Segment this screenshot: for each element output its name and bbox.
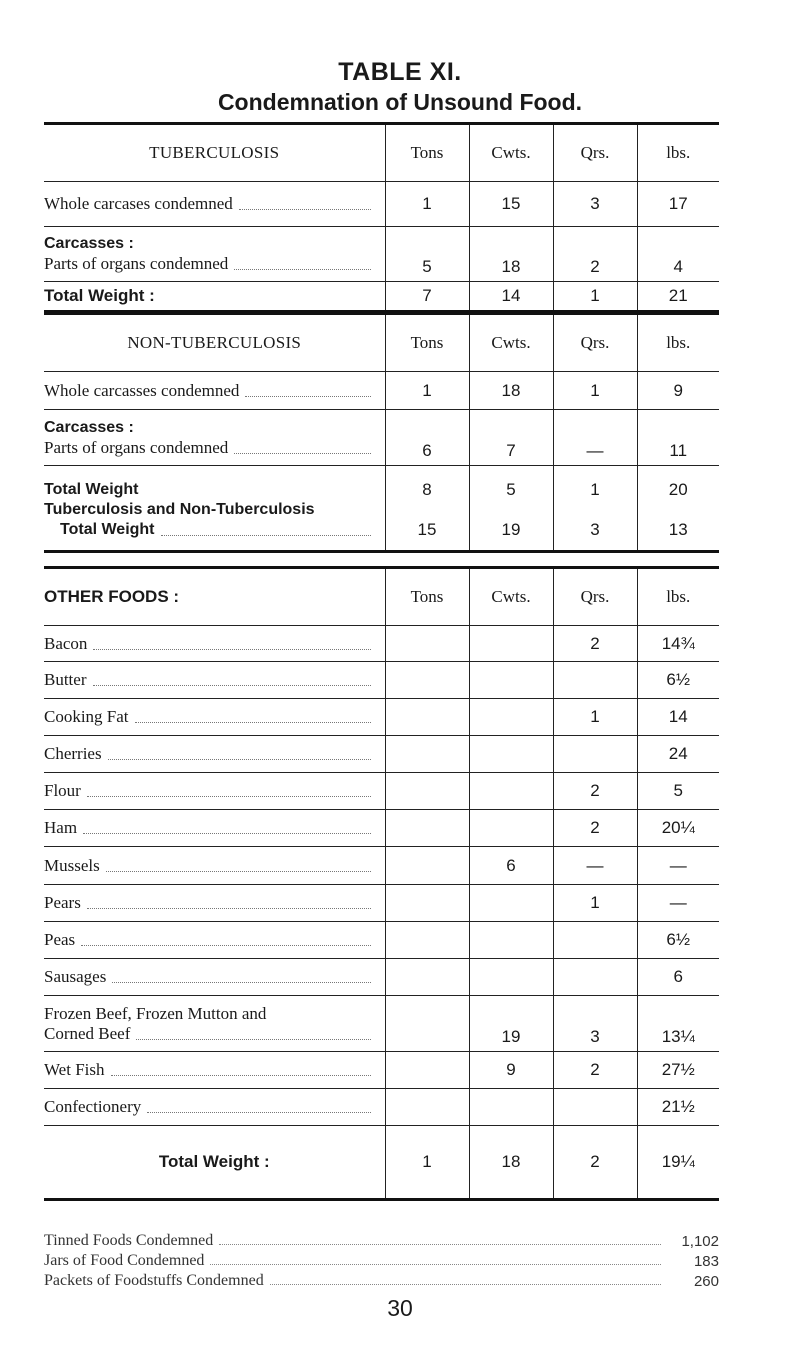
cell-lbs: 6½ bbox=[637, 922, 719, 959]
cell-cwts: 14 bbox=[469, 282, 553, 312]
row-label: Frozen Beef, Frozen Mutton and Corned Beef bbox=[44, 996, 385, 1052]
cell-cwts bbox=[469, 922, 553, 959]
cell-cwts bbox=[469, 773, 553, 810]
row-label: Butter bbox=[44, 662, 385, 699]
row-label: Cooking Fat bbox=[44, 699, 385, 736]
total-label: Total Weight bbox=[44, 481, 139, 498]
col-cwts: Cwts. bbox=[469, 314, 553, 372]
cell-lbs: 21 bbox=[637, 282, 719, 312]
cell-qrs: 1 bbox=[553, 372, 637, 410]
other-foods-table bbox=[44, 566, 719, 1201]
cell-cwts: 9 bbox=[469, 1052, 553, 1089]
table-row bbox=[44, 922, 719, 959]
col-tons: Tons bbox=[385, 568, 469, 626]
row-label: Confectionery bbox=[44, 1089, 385, 1126]
cell-tons bbox=[385, 699, 469, 736]
row-label: Cherries bbox=[44, 736, 385, 773]
row-label: Whole carcasses condemned bbox=[44, 372, 385, 410]
cell-cwts: 5 19 bbox=[469, 466, 553, 552]
row-label: Ham bbox=[44, 810, 385, 847]
cell-qrs: 1 3 bbox=[553, 466, 637, 552]
cell-cwts: 6 bbox=[469, 847, 553, 885]
row-label: Peas bbox=[44, 922, 385, 959]
cell-qrs: — bbox=[553, 847, 637, 885]
cell-lbs: 5 bbox=[637, 773, 719, 810]
cell-qrs: 1 bbox=[553, 282, 637, 312]
row-label: Bacon bbox=[44, 626, 385, 662]
cell-lbs: 14¾ bbox=[637, 626, 719, 662]
table-row bbox=[44, 736, 719, 773]
tuberculosis-heading: TUBERCULOSIS bbox=[44, 124, 385, 182]
summary-label: Packets of Foodstuffs Condemned bbox=[44, 1272, 264, 1289]
cell-lbs: 6½ bbox=[637, 662, 719, 699]
cell-qrs: 1 bbox=[553, 699, 637, 736]
cell-cwts bbox=[469, 662, 553, 699]
cell-qrs: 2 bbox=[553, 810, 637, 847]
cell-qrs bbox=[553, 959, 637, 996]
non-tuberculosis-table bbox=[44, 312, 719, 553]
row-label: Pears bbox=[44, 885, 385, 922]
cell-qrs: 1 bbox=[553, 885, 637, 922]
row-label: Sausages bbox=[44, 959, 385, 996]
table-title: TABLE XI. bbox=[338, 58, 462, 86]
cell-qrs: 2 bbox=[553, 227, 637, 282]
cell-tons: 1 bbox=[385, 182, 469, 227]
grand-total-label: Tuberculosis and Non-Tuberculosis bbox=[44, 501, 315, 518]
cell-cwts bbox=[469, 1089, 553, 1126]
cell-lbs: 11 bbox=[637, 410, 719, 466]
carcasses-label: Carcasses : bbox=[44, 235, 134, 252]
cell-lbs: 21½ bbox=[637, 1089, 719, 1126]
table-row bbox=[44, 699, 719, 736]
table-row bbox=[44, 847, 719, 885]
cell-cwts: 15 bbox=[469, 182, 553, 227]
table-row bbox=[44, 662, 719, 699]
cell-lbs: 6 bbox=[637, 959, 719, 996]
cell-tons bbox=[385, 626, 469, 662]
cell-tons bbox=[385, 922, 469, 959]
cell-cwts: 18 bbox=[469, 1126, 553, 1200]
row-label: Total Weight Tuberculosis and Non-Tuberculosis Total Weight bbox=[44, 466, 385, 552]
cell-lbs: 19¼ bbox=[637, 1126, 719, 1200]
summary-value: 1,102 bbox=[681, 1233, 719, 1250]
summary-label: Jars of Food Condemned bbox=[44, 1252, 205, 1269]
cell-cwts: 18 bbox=[469, 227, 553, 282]
table-row bbox=[44, 959, 719, 996]
table-row bbox=[44, 885, 719, 922]
cell-tons bbox=[385, 885, 469, 922]
cell-lbs: 27½ bbox=[637, 1052, 719, 1089]
cell-tons bbox=[385, 959, 469, 996]
list-item bbox=[44, 1270, 719, 1290]
cell-tons: 5 bbox=[385, 227, 469, 282]
cell-tons bbox=[385, 773, 469, 810]
cell-tons: 1 bbox=[385, 372, 469, 410]
cell-tons: 1 bbox=[385, 1126, 469, 1200]
cell-qrs: 2 bbox=[553, 1052, 637, 1089]
cell-lbs: 4 bbox=[637, 227, 719, 282]
cell-tons: 8 15 bbox=[385, 466, 469, 552]
cell-cwts: 19 bbox=[469, 996, 553, 1052]
cell-tons bbox=[385, 810, 469, 847]
cell-cwts bbox=[469, 885, 553, 922]
row-label: Whole carcases condemned bbox=[44, 182, 385, 227]
cell-cwts: 18 bbox=[469, 372, 553, 410]
cell-lbs: 24 bbox=[637, 736, 719, 773]
table-subtitle: Condemnation of Unsound Food. bbox=[217, 89, 583, 115]
cell-tons: 7 bbox=[385, 282, 469, 312]
table-row bbox=[44, 1052, 719, 1089]
table-row bbox=[44, 810, 719, 847]
cell-qrs bbox=[553, 662, 637, 699]
col-qrs: Qrs. bbox=[553, 314, 637, 372]
total-label: Total Weight : bbox=[44, 1126, 385, 1200]
cell-lbs: 13¼ bbox=[637, 996, 719, 1052]
summary-value: 183 bbox=[693, 1253, 719, 1270]
row-label: Wet Fish bbox=[44, 1052, 385, 1089]
col-lbs: lbs. bbox=[637, 124, 719, 182]
row-label: Mussels bbox=[44, 847, 385, 885]
other-foods-items bbox=[44, 626, 719, 1126]
cell-tons bbox=[385, 736, 469, 773]
list-item bbox=[44, 1230, 719, 1250]
list-item bbox=[44, 1250, 719, 1270]
table-row bbox=[44, 996, 719, 1052]
cell-lbs: 14 bbox=[637, 699, 719, 736]
table-row bbox=[44, 626, 719, 662]
cell-qrs bbox=[553, 1089, 637, 1126]
cell-tons bbox=[385, 662, 469, 699]
cell-lbs: 20 13 bbox=[637, 466, 719, 552]
non-tuberculosis-heading: NON-TUBERCULOSIS bbox=[44, 314, 385, 372]
total-label: Total Weight : bbox=[44, 282, 385, 312]
cell-qrs: 3 bbox=[553, 182, 637, 227]
other-foods-heading: OTHER FOODS : bbox=[44, 568, 385, 626]
col-lbs: lbs. bbox=[637, 314, 719, 372]
condemned-summary bbox=[44, 1230, 719, 1290]
cell-qrs bbox=[553, 736, 637, 773]
cell-cwts bbox=[469, 810, 553, 847]
cell-tons bbox=[385, 1052, 469, 1089]
summary-value: 260 bbox=[693, 1273, 719, 1290]
page-number: 30 bbox=[387, 1295, 413, 1321]
cell-qrs: 3 bbox=[553, 996, 637, 1052]
cell-lbs: — bbox=[637, 847, 719, 885]
cell-cwts: 7 bbox=[469, 410, 553, 466]
cell-qrs: 2 bbox=[553, 626, 637, 662]
cell-qrs bbox=[553, 922, 637, 959]
col-qrs: Qrs. bbox=[553, 124, 637, 182]
cell-cwts bbox=[469, 699, 553, 736]
cell-lbs: 17 bbox=[637, 182, 719, 227]
cell-tons bbox=[385, 847, 469, 885]
row-label: Flour bbox=[44, 773, 385, 810]
cell-lbs: 9 bbox=[637, 372, 719, 410]
col-tons: Tons bbox=[385, 314, 469, 372]
table-row bbox=[44, 773, 719, 810]
tuberculosis-table bbox=[44, 122, 719, 313]
cell-tons: 6 bbox=[385, 410, 469, 466]
cell-qrs: 2 bbox=[553, 1126, 637, 1200]
cell-tons bbox=[385, 996, 469, 1052]
col-qrs: Qrs. bbox=[553, 568, 637, 626]
cell-lbs: — bbox=[637, 885, 719, 922]
row-label: Carcasses : Parts of organs condemned bbox=[44, 227, 385, 282]
cell-cwts bbox=[469, 736, 553, 773]
col-lbs: lbs. bbox=[637, 568, 719, 626]
carcasses-label: Carcasses : bbox=[44, 418, 134, 436]
cell-lbs: 20¼ bbox=[637, 810, 719, 847]
cell-cwts bbox=[469, 959, 553, 996]
col-tons: Tons bbox=[385, 124, 469, 182]
cell-qrs: 2 bbox=[553, 773, 637, 810]
summary-label: Tinned Foods Condemned bbox=[44, 1232, 214, 1249]
table-row bbox=[44, 1089, 719, 1126]
cell-qrs: — bbox=[553, 410, 637, 466]
col-cwts: Cwts. bbox=[469, 568, 553, 626]
cell-cwts bbox=[469, 626, 553, 662]
row-label: Carcasses : Parts of organs condemned bbox=[44, 410, 385, 466]
cell-tons bbox=[385, 1089, 469, 1126]
col-cwts: Cwts. bbox=[469, 124, 553, 182]
